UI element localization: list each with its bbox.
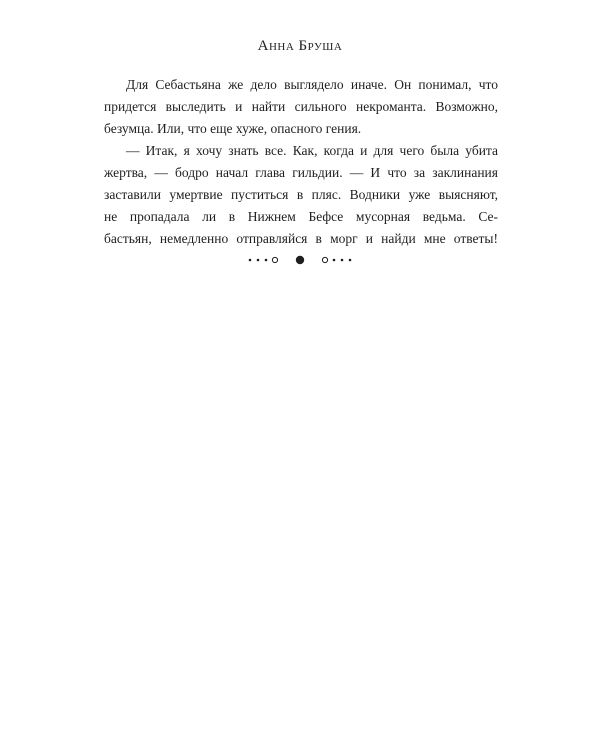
- body-text: [104, 74, 498, 250]
- paragraph-1: [104, 74, 498, 140]
- moon-phases-ornament-icon: [240, 248, 360, 272]
- paragraph-2: [104, 140, 498, 250]
- text-line: не пропадала ли в Нижнем Бефсе мусорная ведьма. Се-: [104, 209, 498, 224]
- text-line: — Итак, я хочу знать все. Как, когда и для чего была убита: [126, 143, 498, 158]
- text-line: бастьян, немедленно отправляйся в морг и найди мне ответы!: [104, 231, 498, 246]
- text-line: Для Себастьяна же дело выглядело иначе. Он понимал, что: [126, 77, 498, 92]
- text-line: жертва, — бодро начал глава гильдии. — И что за заклинания: [104, 165, 498, 180]
- running-header-author: Анна Бруша: [257, 38, 343, 54]
- text-line: придется выследить и найти сильного некроманта. Возможно,: [104, 99, 498, 114]
- text-line: безумца. Или, что еще хуже, опасного гения.: [104, 121, 362, 136]
- text-line: заставили умертвие пуститься в пляс. Водники уже выясняют,: [104, 187, 498, 202]
